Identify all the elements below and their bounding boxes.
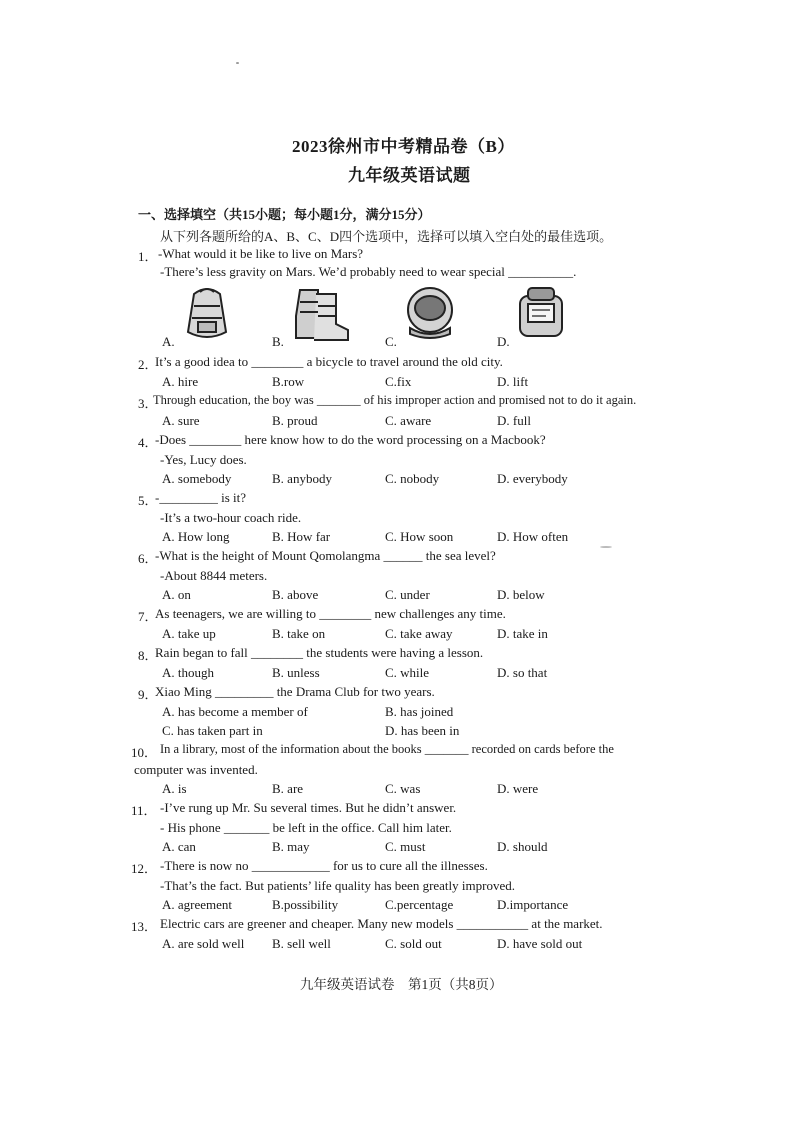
question-line: -Yes, Lucy does. [160, 452, 247, 467]
option: D. were [497, 781, 539, 796]
question-line: computer was invented. [134, 762, 258, 777]
question-line: As teenagers, we are willing to ________ new challenges any time. [155, 606, 506, 621]
option: C. while [385, 665, 430, 680]
option: D. should [497, 839, 548, 854]
boots-picture [290, 286, 352, 344]
option: B. may [272, 839, 310, 854]
question-number: 6． [138, 551, 158, 566]
question-line: -Does ________ here know how to do the word processing on a Macbook? [155, 432, 546, 447]
question-number: 12． [131, 861, 158, 876]
option: A. take up [162, 626, 216, 641]
option: B. take on [272, 626, 326, 641]
option: D. take in [497, 626, 548, 641]
exam-subtitle: 九年级英语试题 [348, 166, 471, 185]
question-line: - His phone _______ be left in the office. Call him later. [160, 820, 452, 835]
question-line: Electric cars are greener and cheaper. Many new models ___________ at the market. [160, 916, 603, 931]
scan-speck [236, 62, 239, 64]
question-number: 5． [138, 493, 158, 508]
question-line: -There is now no ____________ for us to cure all the illnesses. [160, 858, 488, 873]
question-number: 2． [138, 357, 158, 372]
option: C.percentage [385, 897, 454, 912]
question-number: 9． [138, 687, 158, 702]
option: D. lift [497, 374, 529, 389]
question-line: -I’ve rung up Mr. Su several times. But he didn’t answer. [160, 800, 457, 815]
question-line: Rain began to fall ________ the students were having a lesson. [155, 645, 484, 660]
option: C. aware [385, 413, 432, 428]
option: D. have sold out [497, 936, 583, 951]
question-line: -There’s less gravity on Mars. We’d probably need to wear special __________. [160, 264, 577, 279]
option: C. has taken part in [162, 723, 263, 738]
option: C.fix [385, 374, 412, 389]
option: A. hire [162, 374, 199, 389]
section-instruction: 从下列各题所给的A、B、C、D四个选项中，选择可以填入空白处的最佳选项。 [160, 229, 613, 244]
question-line: Through education, the boy was _______ of his improper action and promised not to do it again. [153, 393, 637, 407]
option: A. [162, 334, 175, 349]
question-number: 4． [138, 435, 158, 450]
option: A. can [162, 839, 196, 854]
option: C. nobody [385, 471, 440, 486]
option: D. [497, 334, 510, 349]
option: A. has become a member of [162, 704, 308, 719]
option: B. anybody [272, 471, 332, 486]
question-line: It’s a good idea to ________ a bicycle to travel around the old city. [155, 354, 503, 369]
option: D. How often [497, 529, 569, 544]
question-line: In a library, most of the information about the books _______ recorded on cards before the [160, 742, 614, 756]
option: C. sold out [385, 936, 442, 951]
question-line: Xiao Ming _________ the Drama Club for two years. [155, 684, 435, 699]
question-line: -It’s a two-hour coach ride. [160, 510, 302, 525]
option: D. below [497, 587, 545, 602]
option: A. though [162, 665, 214, 680]
question-line: -What would it be like to live on Mars? [158, 246, 364, 261]
option: B. proud [272, 413, 318, 428]
question-line: -That’s the fact. But patients’ life quality has been greatly improved. [160, 878, 515, 893]
option: B. above [272, 587, 319, 602]
option: C. was [385, 781, 421, 796]
question-number: 10． [131, 745, 158, 760]
helmet-picture [402, 284, 458, 340]
question-line: -_________ is it? [155, 490, 246, 505]
option: D. full [497, 413, 531, 428]
option: B.possibility [272, 897, 339, 912]
page-footer: 九年级英语试卷 第1页（共8页） [300, 977, 503, 992]
option: A. are sold well [162, 936, 245, 951]
option: A. is [162, 781, 187, 796]
option: D. has been in [385, 723, 460, 738]
exam-title: 2023徐州市中考精品卷（B） [292, 137, 515, 156]
question-number: 13． [131, 919, 158, 934]
question-number: 8． [138, 648, 158, 663]
option: B.row [272, 374, 305, 389]
option: A. somebody [162, 471, 232, 486]
option: A. on [162, 587, 191, 602]
question-number: 7． [138, 609, 158, 624]
scan-speck [600, 546, 612, 548]
option: A. How long [162, 529, 230, 544]
option: C. [385, 334, 397, 349]
question-number: 11． [131, 803, 157, 818]
option: B. has joined [385, 704, 454, 719]
space-suit-picture [514, 282, 568, 342]
option: A. sure [162, 413, 200, 428]
question-line: -About 8844 meters. [160, 568, 268, 583]
option: D. so that [497, 665, 548, 680]
option: C. must [385, 839, 426, 854]
option: D. everybody [497, 471, 568, 486]
question-number: 1． [138, 249, 158, 264]
option: D.importance [497, 897, 569, 912]
option: C. take away [385, 626, 453, 641]
option: B. sell well [272, 936, 331, 951]
question-line: -What is the height of Mount Qomolangma ______ the sea level? [155, 548, 496, 563]
option: A. agreement [162, 897, 233, 912]
backpack-picture [180, 284, 234, 342]
option: B. [272, 334, 284, 349]
question-number: 3． [138, 396, 158, 411]
section-heading: 一、选择填空（共15小题；每小题1分，满分15分） [138, 207, 431, 222]
option: B. unless [272, 665, 320, 680]
option: B. are [272, 781, 304, 796]
option: C. under [385, 587, 430, 602]
option: C. How soon [385, 529, 454, 544]
option: B. How far [272, 529, 331, 544]
